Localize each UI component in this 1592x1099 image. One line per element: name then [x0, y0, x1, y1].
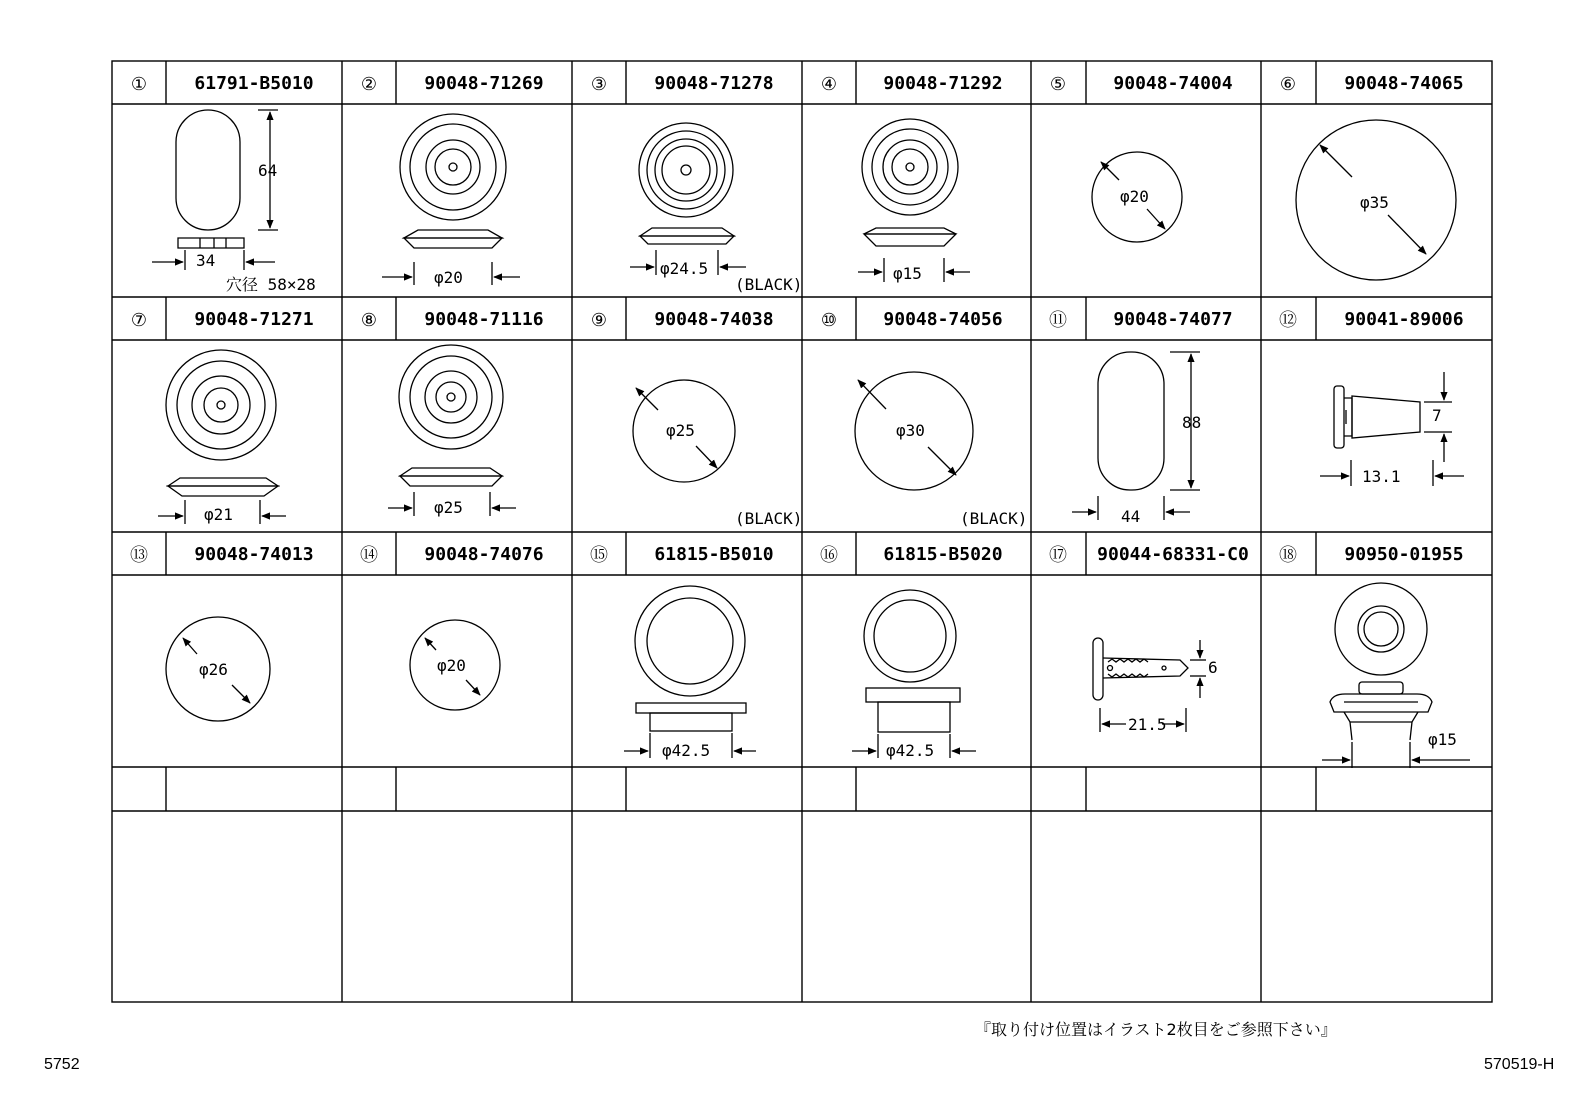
dimension-label: φ20 — [1120, 187, 1149, 206]
part-number: 61791-B5010 — [194, 73, 314, 94]
dimension-label: φ42.5 — [886, 741, 935, 760]
part-number: 90048-74056 — [883, 309, 1003, 330]
item-number: ⑤ — [1049, 74, 1067, 95]
part-number: 90048-71292 — [883, 73, 1003, 94]
item-number: ⑥ — [1279, 74, 1297, 95]
part-number: 90041-89006 — [1344, 309, 1464, 330]
part-number: 90950-01955 — [1344, 544, 1464, 565]
item-number: ⑰ — [1049, 545, 1067, 566]
color-note: (BLACK) — [960, 509, 1028, 528]
dimension-label: φ24.5 — [660, 259, 709, 278]
part-number: 90048-71269 — [424, 73, 544, 94]
dimension-label: φ15 — [893, 264, 922, 283]
color-note: (BLACK) — [735, 509, 803, 528]
item-number: ⑭ — [360, 545, 378, 566]
dimension-label: 64 — [258, 161, 278, 180]
dimension-label: 88 — [1182, 413, 1202, 432]
table-grid — [112, 61, 1492, 1002]
installation-note: 『取り付け位置はイラスト2枚目をご参照下さい』 — [975, 1020, 1337, 1039]
stepped-grommet-drawing — [158, 350, 286, 524]
part-number: 90048-74076 — [424, 544, 544, 565]
dimension-label: φ25 — [666, 421, 695, 440]
hole-size-label: 穴径 58×28 — [226, 275, 316, 294]
item-number: ⑫ — [1279, 310, 1297, 331]
dimension-label: φ25 — [434, 498, 463, 517]
part-number: 90048-71116 — [424, 309, 544, 330]
part-number: 90044-68331-C0 — [1097, 544, 1249, 565]
dimension-label: φ20 — [437, 656, 466, 675]
dimension-label: 7 — [1432, 406, 1442, 425]
dimension-label: 6 — [1208, 658, 1218, 677]
item-number: ③ — [590, 74, 608, 95]
stepped-grommet-drawing — [382, 114, 520, 285]
dimension-label: φ26 — [199, 660, 228, 679]
stepped-grommet-drawing — [858, 119, 970, 282]
part-number: 90048-74004 — [1113, 73, 1233, 94]
dimension-label: 34 — [196, 251, 216, 270]
ring-grommet-drawing — [852, 590, 976, 758]
dimension-label: 13.1 — [1362, 467, 1401, 486]
part-number: 61815-B5020 — [883, 544, 1003, 565]
item-number: ⑨ — [590, 310, 608, 331]
ring-grommet-drawing — [624, 586, 756, 758]
dimension-label: φ30 — [896, 421, 925, 440]
item-number: ⑩ — [820, 310, 838, 331]
item-number: ⑯ — [820, 545, 838, 566]
part-number: 90048-74013 — [194, 544, 314, 565]
part-number: 90048-74065 — [1344, 73, 1464, 94]
item-number: ② — [360, 74, 378, 95]
item-number: ⑦ — [130, 310, 148, 331]
item-number: ④ — [820, 74, 838, 95]
part-number: 90048-71278 — [654, 73, 774, 94]
dimension-label: φ21 — [204, 505, 233, 524]
dimension-label: φ35 — [1360, 193, 1389, 212]
dimension-label: φ20 — [434, 268, 463, 287]
item-number: ⑪ — [1049, 310, 1067, 331]
oval-plug-drawing — [1072, 352, 1200, 520]
item-number: ⑬ — [130, 545, 148, 566]
stepped-grommet-drawing — [630, 123, 746, 275]
part-number: 90048-74077 — [1113, 309, 1233, 330]
dimension-label: 21.5 — [1128, 715, 1167, 734]
dimension-label: φ42.5 — [662, 741, 711, 760]
part-number: 90048-71271 — [194, 309, 314, 330]
page-number: 5752 — [44, 1056, 80, 1073]
dimension-label: φ15 — [1428, 730, 1457, 749]
oval-grommet-drawing — [152, 110, 278, 270]
item-number: ⑱ — [1279, 545, 1297, 566]
item-number: ⑧ — [360, 310, 378, 331]
item-number: ⑮ — [590, 545, 608, 566]
part-number: 61815-B5010 — [654, 544, 774, 565]
dimension-label: 44 — [1121, 507, 1141, 526]
color-note: (BLACK) — [735, 275, 803, 294]
stepped-grommet-drawing — [388, 345, 516, 516]
document-id: 570519-H — [1484, 1056, 1555, 1073]
item-number: ① — [130, 74, 148, 95]
part-number: 90048-74038 — [654, 309, 774, 330]
